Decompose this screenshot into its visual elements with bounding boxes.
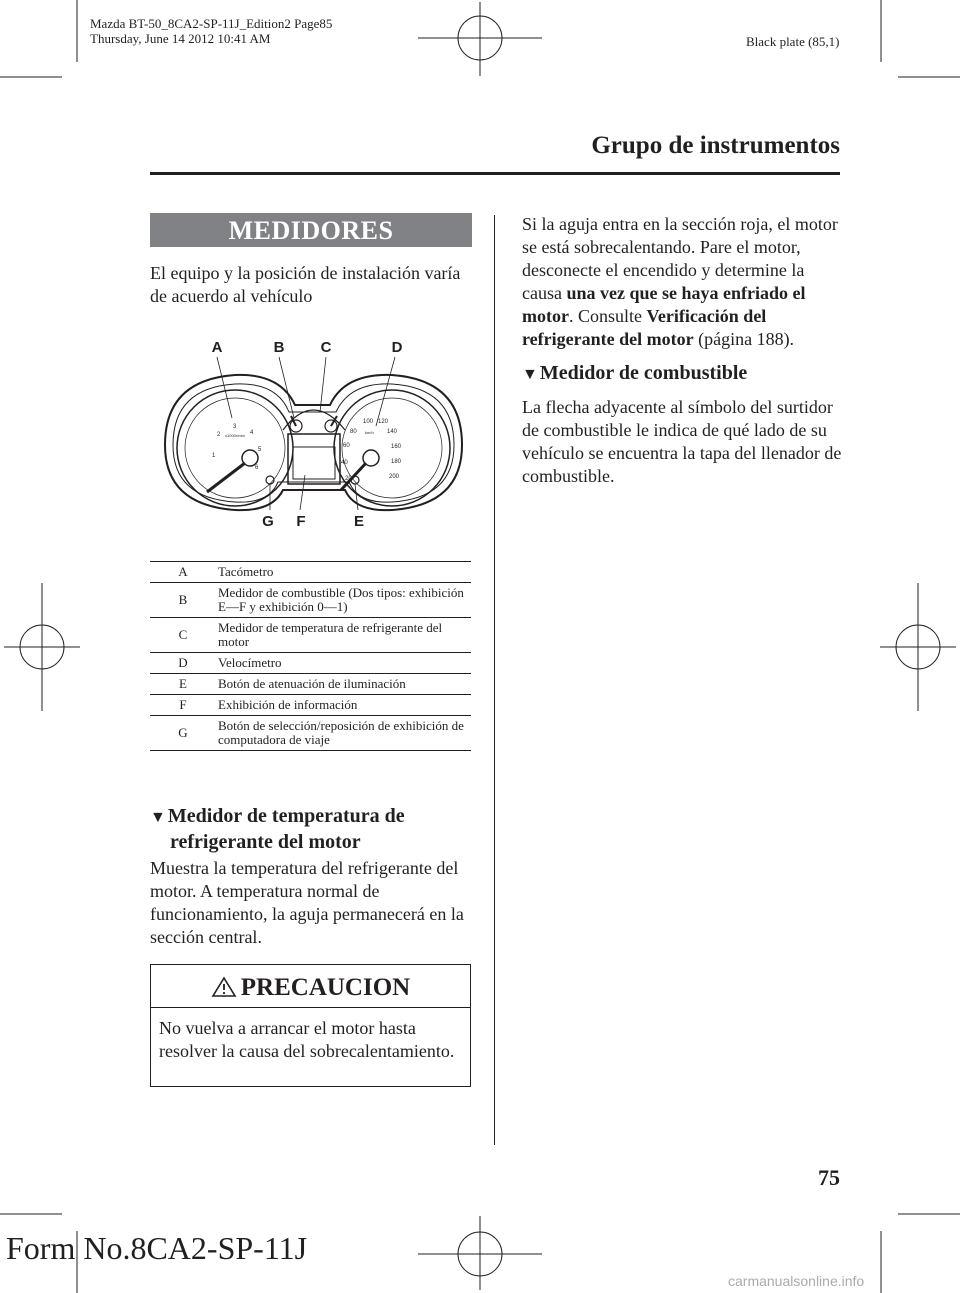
part-desc: Botón de atenuación de iluminación xyxy=(216,674,471,695)
speed-number: 80 xyxy=(350,429,357,435)
fuel-gauge-heading xyxy=(522,361,842,387)
tach-number: 5 xyxy=(258,447,262,453)
fuel-gauge-paragraph: La flecha adyacente al símbolo del surtidor de combustible le indica de qué lado de su vehículo se encuentra la tapa del llenador de combustible. xyxy=(522,397,842,486)
plate-info xyxy=(90,16,332,46)
tach-number: 1 xyxy=(212,453,216,459)
table-row xyxy=(150,716,471,751)
tach-number: 4 xyxy=(250,430,254,436)
overheat-bold-2: Verificación del refrigerante del motor xyxy=(522,306,767,349)
overheat-text-1: Si la aguja entra en la sección roja, el motor se está sobrecalentando. Pare el motor, desconecte el encendido y determine la causa xyxy=(522,214,838,303)
overheat-paragraph xyxy=(522,213,842,351)
table-row xyxy=(150,653,471,674)
part-desc: Medidor de temperatura de refrigerante del motor xyxy=(216,618,471,653)
part-key: E xyxy=(150,674,216,695)
part-key: C xyxy=(150,618,216,653)
callout-a: A xyxy=(211,339,223,356)
callout-g: G xyxy=(262,513,274,530)
part-key: A xyxy=(150,562,216,583)
part-desc: Velocímetro xyxy=(216,653,471,674)
caution-title: PRECAUCION xyxy=(240,974,411,1001)
speed-number: 180 xyxy=(391,459,402,465)
part-key: F xyxy=(150,695,216,716)
table-row xyxy=(150,562,471,583)
speed-number: 40 xyxy=(341,460,348,466)
caution-text: No vuelva a arrancar el motor hasta resolver la causa del sobrecalentamiento. xyxy=(159,1018,455,1061)
caution-box xyxy=(150,964,471,1087)
callout-e: E xyxy=(353,513,365,530)
part-key: D xyxy=(150,653,216,674)
overheat-text-3: (página 188). xyxy=(693,329,795,349)
part-desc: Exhibición de información xyxy=(216,695,471,716)
tach-number: 2 xyxy=(217,432,221,438)
tach-number: 6 xyxy=(255,465,259,471)
callout-d: D xyxy=(391,339,403,356)
caution-header xyxy=(151,965,470,1008)
triangle-bullet-icon: ▼ xyxy=(522,366,538,383)
tach-number: 3 xyxy=(233,424,237,430)
speed-number: 60 xyxy=(343,443,350,449)
section-title: MEDIDORES xyxy=(150,213,472,247)
running-head: Grupo de instrumentos xyxy=(591,132,840,159)
part-key: G xyxy=(150,716,216,751)
temp-heading-line1: Medidor de temperatura de xyxy=(167,805,405,827)
form-number: Form No.8CA2-SP-11J xyxy=(6,1230,308,1266)
part-desc: Medidor de combustible (Dos tipos: exhibición E―F y exhibición 0―1) xyxy=(216,583,471,618)
speed-number: 200 xyxy=(389,474,400,480)
instrument-cluster-illustration xyxy=(155,330,472,535)
part-desc: Tacómetro xyxy=(216,562,471,583)
table-row xyxy=(150,695,471,716)
intro-paragraph: El equipo y la posición de instalación varía de acuerdo al vehículo xyxy=(150,263,461,306)
table-row xyxy=(150,583,471,618)
callout-c: C xyxy=(320,339,332,356)
plate-line-2: Thursday, June 14 2012 10:41 AM xyxy=(90,31,271,46)
part-desc: Botón de selección/reposición de exhibición de computadora de viaje xyxy=(216,716,471,751)
table-row xyxy=(150,674,471,695)
fuel-heading-text: Medidor de combustible xyxy=(539,362,748,384)
column-divider xyxy=(494,215,495,1145)
tach-unit: x1000r/min xyxy=(225,433,245,438)
callout-b: B xyxy=(273,339,285,356)
parts-legend-table xyxy=(150,561,471,751)
speed-number: 120 xyxy=(378,419,389,425)
temp-gauge-paragraph: Muestra la temperatura del refrigerante del motor. A temperatura normal de funcionamiento, la aguja permanecerá en la sección central. xyxy=(150,858,464,947)
black-plate-label: Black plate (85,1) xyxy=(746,34,840,49)
speed-number: 160 xyxy=(391,444,402,450)
temp-gauge-heading xyxy=(150,804,480,854)
plate-line-1: Mazda BT-50_8CA2-SP-11J_Edition2 Page85 xyxy=(90,16,333,31)
callout-f: F xyxy=(296,513,306,530)
speed-unit: km/h xyxy=(365,430,374,435)
table-row xyxy=(150,618,471,653)
speed-number: 20 xyxy=(345,476,352,482)
overheat-text-2: . Consulte xyxy=(568,306,647,326)
overheat-bold-1: una vez que se haya enfriado el motor xyxy=(522,283,806,326)
header-rule xyxy=(150,172,840,175)
triangle-bullet-icon: ▼ xyxy=(150,809,166,826)
warning-triangle-icon xyxy=(211,976,237,998)
temp-heading-line2: refrigerante del motor xyxy=(170,831,361,853)
speed-number: 100 xyxy=(363,419,374,425)
site-watermark: carmanualsonline.info xyxy=(728,1273,865,1289)
speed-number: 140 xyxy=(387,429,398,435)
part-key: B xyxy=(150,583,216,618)
page-number: 75 xyxy=(818,1165,840,1190)
